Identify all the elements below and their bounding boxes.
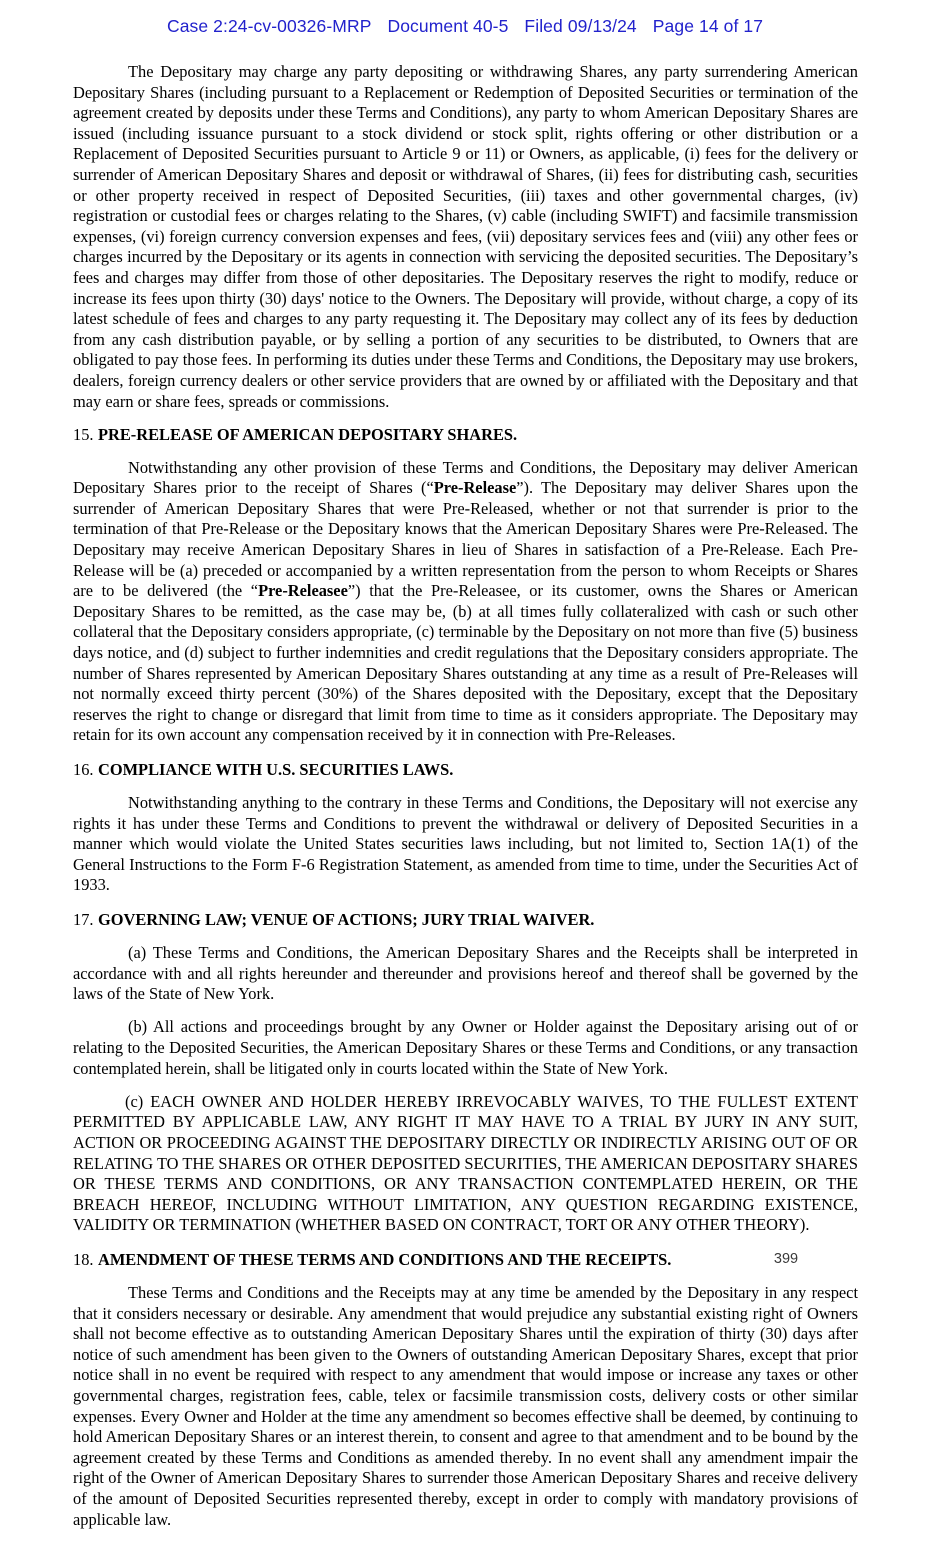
ecf-header-stamp (0, 16, 930, 37)
section-heading-15 (73, 425, 858, 446)
section-title-17: GOVERNING LAW; VENUE OF ACTIONS; JURY TRIAL WAIVER. (98, 910, 595, 930)
section-title-18: AMENDMENT OF THESE TERMS AND CONDITIONS AND THE RECEIPTS. (98, 1249, 672, 1269)
paragraph-section-17-clause-a: (a) These Terms and Conditions, the American Depositary Shares and the Receipts shall be interpreted in accordance with and all rights hereunder and thereunder and provisions hereof and thereof shall be governed by the laws of the State of New York. (73, 943, 858, 1004)
term-pre-releasee: Pre-Releasee (258, 581, 348, 601)
section-number-18: 18. (73, 1249, 94, 1269)
paragraph-section-17-clause-c: (c) EACH OWNER AND HOLDER HEREBY IRREVOCABLY WAIVES, TO THE FULLEST EXTENT PERMITTED BY APPLICABLE LAW, ANY RIGHT IT MAY HAVE TO A TRIAL BY JURY IN ANY SUIT, ACTION OR PROCEEDING AGAINST THE DEPOSITARY DIRECTLY OR INDIRECTLY ARISING OUT OF OR RELATING TO THE SHARES OR OTHER DEPOSITED SECURITIES, THE AMERICAN DEPOSITARY SHARES OR THESE TERMS AND CONDITIONS, OR ANY TRANSACTION CONTEMPLATED HEREIN, OR THE BREACH HEREOF, INCLUDING WITHOUT LIMITATION, ANY QUESTION REGARDING EXISTENCE, VALIDITY OR TERMINATION (WHETHER BASED ON CONTRACT, TORT OR ANY OTHER THEORY). (73, 1091, 858, 1235)
sec15-text-c: ”) that the Pre-Releasee, or its customer, owns the Shares or American Depositary Shares to be remitted, as the case may be, (b) at all times fully collateralized with cash or such other collateral that the Depositary considers appropriate, (c) terminable by the Depositary on not more than five (5) business days notice, and (d) subject to further indemnities and credit regulations that the Depositary considers appropriate. The number of Shares represented by American Depositary Shares outstanding at any time as a result of Pre-Releases will not normally exceed thirty percent (30%) of the Shares deposited with the Depositary, except that the Depositary reserves the right to change or disregard that limit from time to time as it considers appropriate. The Depositary may retain for its own account any compensation received by it in connection with Pre-Releases. (73, 581, 858, 745)
header-page-number: Page 14 of 17 (652, 16, 764, 36)
section-heading-16 (73, 760, 858, 781)
bates-number: 399 (773, 1251, 799, 1267)
paragraph-section-18: These Terms and Conditions and the Receipts may at any time be amended by the Depositary in any respect that it considers necessary or desirable. Any amendment that would prejudice any substantial existing right of Owners shall not become effective as to outstanding American Depositary Shares until the expiration of thirty (30) days after notice of such amendment has been given to the Owners of outstanding American Depositary Shares, except that prior notice shall in no event be required with respect to any amendment that would impose or increase any taxes or other governmental charges, registration fees, cable, telex or facsimile transmission costs, delivery costs or other similar expenses. Every Owner and Holder at the time any amendment so becomes effective shall be deemed, by continuing to hold American Depositary Shares or an interest therein, to consent and agree to that amendment and to be bound by the agreement created by these Terms and Conditions as amended thereby. In no event shall any amendment impair the right of the Owner of American Depositary Shares to surrender those American Depositary Shares and receive delivery of the amount of Deposited Securities represented thereby, except in order to comply with mandatory provisions of applicable law. (73, 1282, 858, 1529)
paragraph-section-16: Notwithstanding anything to the contrary in these Terms and Conditions, the Depositary will not exercise any rights it has under these Terms and Conditions to prevent the withdrawal or delivery of Deposited Securities in a manner which would violate the United States securities laws including, but not limited to, Section 1A(1) of the General Instructions to the Form F-6 Registration Statement, as amended from time to time, under the Securities Act of 1933. (73, 793, 858, 895)
sec15-text-a: Notwithstanding any other provision of these Terms and Conditions, the Depositary may deliver American Depositary Shares prior to the receipt of Shares (“ (73, 457, 858, 498)
paragraph-section-15 (73, 458, 858, 746)
sec15-text-b: ”). The Depositary may deliver Shares upon the surrender of American Depositary Shares that were Pre-Released, whether or not that surrender is prior to the termination of that Pre-Release or the Depositary knows that the American Depositary Shares were Pre-Released. The Depositary may receive American Depositary Shares in lieu of Shares in satisfaction of a Pre-Release. Each Pre-Release will be (a) preceded or accompanied by a written representation from the person to whom Receipts or Shares are to be delivered (the “ (73, 478, 858, 601)
paragraph-section-17-clause-b: (b) All actions and proceedings brought by any Owner or Holder against the Depositary arising out of or relating to the Deposited Securities, the American Depositary Shares or these Terms and Conditions, or any transaction contemplated herein, shall be litigated only in courts located within the State of New York. (73, 1017, 858, 1078)
section-title-16: COMPLIANCE WITH U.S. SECURITIES LAWS. (98, 760, 454, 779)
header-case-number: Case 2:24-cv-00326-MRP (166, 16, 372, 36)
term-pre-release: Pre-Release (433, 478, 517, 498)
document-body (73, 62, 858, 1543)
section-title-15: PRE-RELEASE OF AMERICAN DEPOSITARY SHARES. (98, 424, 518, 444)
section-number-17: 17. (73, 910, 94, 930)
section-heading-17 (73, 910, 858, 931)
section-number-16: 16. (73, 760, 94, 779)
bates-number-footer (0, 1251, 930, 1267)
header-filed-date: Filed 09/13/24 (524, 16, 637, 36)
header-document-number: Document 40-5 (387, 16, 509, 36)
paragraph-depositary-fees: The Depositary may charge any party depositing or withdrawing Shares, any party surrendering American Depositary Shares (including pursuant to a Replacement or Redemption of Deposited Securities or termination of the agreement created by deposits under these Terms and Conditions), any party to whom American Depositary Shares are issued (including issuance pursuant to a stock dividend or stock split, rights offering or other distribution or a Replacement of Deposited Securities pursuant to Article 9 or 11) or Owners, as applicable, (i) fees for the delivery or surrender of American Depositary Shares and deposit or withdrawal of Shares, (ii) fees for distributing cash, securities or other property received in respect of Deposited Securities, (iii) taxes and other governmental charges, (iv) registration or custodial fees or charges relating to the Shares, (v) cable (including SWIFT) and facsimile transmission expenses, (vi) foreign currency conversion expenses and fees, (vii) depositary services fees and (viii) any other fees or charges incurred by the Depositary or its agents in connection with servicing the deposited securities. The Depositary’s fees and charges may differ from those of other depositaries. The Depositary reserves the right to modify, reduce or increase its fees upon thirty (30) days' notice to the Owners. The Depositary will provide, without charge, a copy of its latest schedule of fees and charges to any party requesting it. The Depositary may collect any of its fees by deduction from any cash distribution payable, or by selling a portion of any securities to be distributed, to Owners that are obligated to pay those fees. In performing its duties under these Terms and Conditions, the Depositary may use brokers, dealers, foreign currency dealers or other service providers that are owned by or affiliated with the Depositary and that may earn or share fees, spreads or commissions. (73, 62, 858, 411)
section-number-15: 15. (73, 424, 94, 444)
